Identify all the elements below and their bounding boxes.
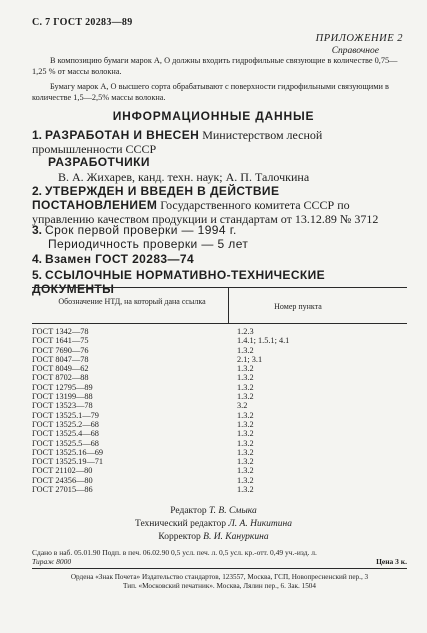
clause-number: 1.4.1; 1.5.1; 4.1 [237, 336, 290, 346]
info-item-1 [32, 128, 408, 156]
price: Цена 3 к. [376, 557, 407, 566]
editor-line [0, 505, 427, 518]
appendix-type: Справочное [331, 46, 379, 56]
ntd-designation: ГОСТ 13199—88 [32, 392, 93, 402]
ntd-designation: ГОСТ 13525.2—68 [32, 419, 99, 429]
appendix-title: ПРИЛОЖЕНИЕ 2 [315, 33, 403, 44]
publication-line-2 [32, 557, 407, 566]
clause-number: 1.3.2 [237, 364, 254, 374]
table-top-rule [32, 287, 407, 288]
table-header-clause: Номер пункта [274, 302, 322, 311]
clause-number: 1.3.2 [237, 392, 254, 402]
clause-number: 1.3.2 [237, 438, 254, 448]
ntd-designation: ГОСТ 13525.4—68 [32, 429, 99, 439]
info-item-3 [32, 223, 408, 237]
ntd-designation: ГОСТ 12795—89 [32, 382, 93, 392]
footer-rule [32, 568, 407, 569]
tech-editor-line [0, 518, 427, 531]
ntd-designation: ГОСТ 1342—78 [32, 327, 89, 336]
item-text: Государственного комитета СССР по управлению качеством продукции и стандартам от 13.12.89 № 3712 [32, 198, 379, 226]
ntd-designation: ГОСТ 27015—86 [32, 485, 93, 495]
clause-number: 1.3.2 [237, 410, 254, 420]
item-caps: РАЗРАБОТАН И ВНЕСЕН [45, 128, 200, 142]
developers-heading: РАЗРАБОТЧИКИ [48, 155, 150, 169]
ntd-designation: ГОСТ 24356—80 [32, 475, 93, 485]
item-text: Срок первой проверки — 1994 г. [45, 223, 237, 237]
item-number: 3. [32, 223, 43, 237]
clause-number: 1.3.2 [237, 345, 254, 355]
ntd-designation: ГОСТ 7690—76 [32, 345, 89, 355]
publication-info [32, 548, 407, 566]
clause-number: 1.3.2 [237, 457, 254, 467]
item-number: 2. [32, 184, 43, 198]
ntd-designation: ГОСТ 8047—78 [32, 354, 89, 364]
editor-label: Редактор [170, 506, 207, 516]
clause-number: 3.2 [237, 401, 248, 411]
publisher-line: Ордена «Знак Почета» Издательство стандартов, 123557, Москва, ГСП, Новопресненский пер., 3 [70, 573, 369, 581]
info-item-4 [32, 252, 408, 266]
proofreader-label: Корректор [158, 532, 201, 542]
publisher-footer [32, 573, 407, 591]
paragraph-binders: В композицию бумаги марок А, О должны входить гидрофильные связующие в количестве 0,75—1,25 % от массы волокна. [32, 56, 398, 76]
ntd-designation: ГОСТ 21102—80 [32, 466, 93, 476]
info-item-2 [32, 184, 408, 226]
developers-label [48, 155, 424, 169]
print-run: Тираж 8000 [32, 557, 72, 566]
item-caps: Взамен ГОСТ 20283—74 [45, 252, 195, 266]
printer-line: Тип. «Московский печатник». Москва, Лялин пер., 6. Зак. 1504 [123, 582, 316, 590]
table-header-ntd: Обозначение НТД, на который дана ссылка [58, 297, 206, 306]
review-period [48, 237, 424, 251]
ntd-designation: ГОСТ 13525.16—69 [32, 447, 104, 457]
ntd-designation: ГОСТ 8049—62 [32, 364, 89, 374]
developers-names: В. А. Жихарев, канд. техн. наук; А. П. Талочкина [58, 170, 310, 184]
info-item-5 [32, 268, 408, 296]
clause-number: 1.3.2 [237, 419, 254, 429]
editor-name: Т. В. Смыка [208, 506, 257, 516]
ntd-designation: ГОСТ 13525.1—79 [32, 410, 99, 420]
paragraph-surface-treatment: Бумагу марок А, О высшего сорта обрабатывают с поверхности гидрофильными связующими в количестве 1,5—2,5% массы волокна. [32, 82, 389, 102]
clause-number: 1.3.2 [237, 447, 254, 457]
page-header: С. 7 ГОСТ 20283—89 [32, 17, 133, 28]
table-header-rule [32, 323, 407, 324]
ntd-designation: ГОСТ 13525.5—68 [32, 438, 99, 448]
clause-number: 1.2.3 [237, 327, 254, 336]
ntd-designation: ГОСТ 1641—75 [32, 336, 89, 346]
ntd-designation: ГОСТ 13525.19—71 [32, 457, 104, 467]
publication-line: Сдано в наб. 05.01.90 Подп. в печ. 06.02.90 0,5 усл. печ. л. 0,5 усл. кр.-отт. 0,49 уч.-изд. л. [32, 548, 317, 557]
ntd-designation: ГОСТ 13523—78 [32, 401, 93, 411]
item-text: Периодичность проверки — 5 лет [48, 237, 249, 251]
proofreader-name: В. И. Кануркина [203, 532, 269, 542]
clause-number: 1.3.2 [237, 475, 254, 485]
clause-number: 1.3.2 [237, 466, 254, 476]
clause-number: 2.1; 3.1 [237, 354, 263, 364]
item-text: Министерством лесной промышленности СССР [32, 128, 323, 156]
item-number: 1. [32, 128, 43, 142]
clause-number: 1.3.2 [237, 373, 254, 383]
info-title: ИНФОРМАЦИОННЫЕ ДАННЫЕ [112, 109, 315, 123]
tech-editor-label: Технический редактор [135, 519, 226, 529]
table-column-rule [228, 287, 229, 323]
item-caps: УТВЕРЖДЕН И ВВЕДЕН В ДЕЙСТВИЕ ПОСТАНОВЛЕНИЕМ [32, 184, 280, 212]
ntd-designation: ГОСТ 8702—88 [32, 373, 89, 383]
clause-number: 1.3.2 [237, 429, 254, 439]
item-caps: ССЫЛОЧНЫЕ НОРМАТИВНО-ТЕХНИЧЕСКИЕ ДОКУМЕНТЫ [32, 268, 326, 296]
tech-editor-name: Л. А. Никитина [228, 519, 292, 529]
item-number: 5. [32, 268, 43, 282]
item-number: 4. [32, 252, 43, 266]
proofreader-line [0, 531, 427, 544]
clause-number: 1.3.2 [237, 382, 254, 392]
clause-number: 1.3.2 [237, 485, 254, 495]
